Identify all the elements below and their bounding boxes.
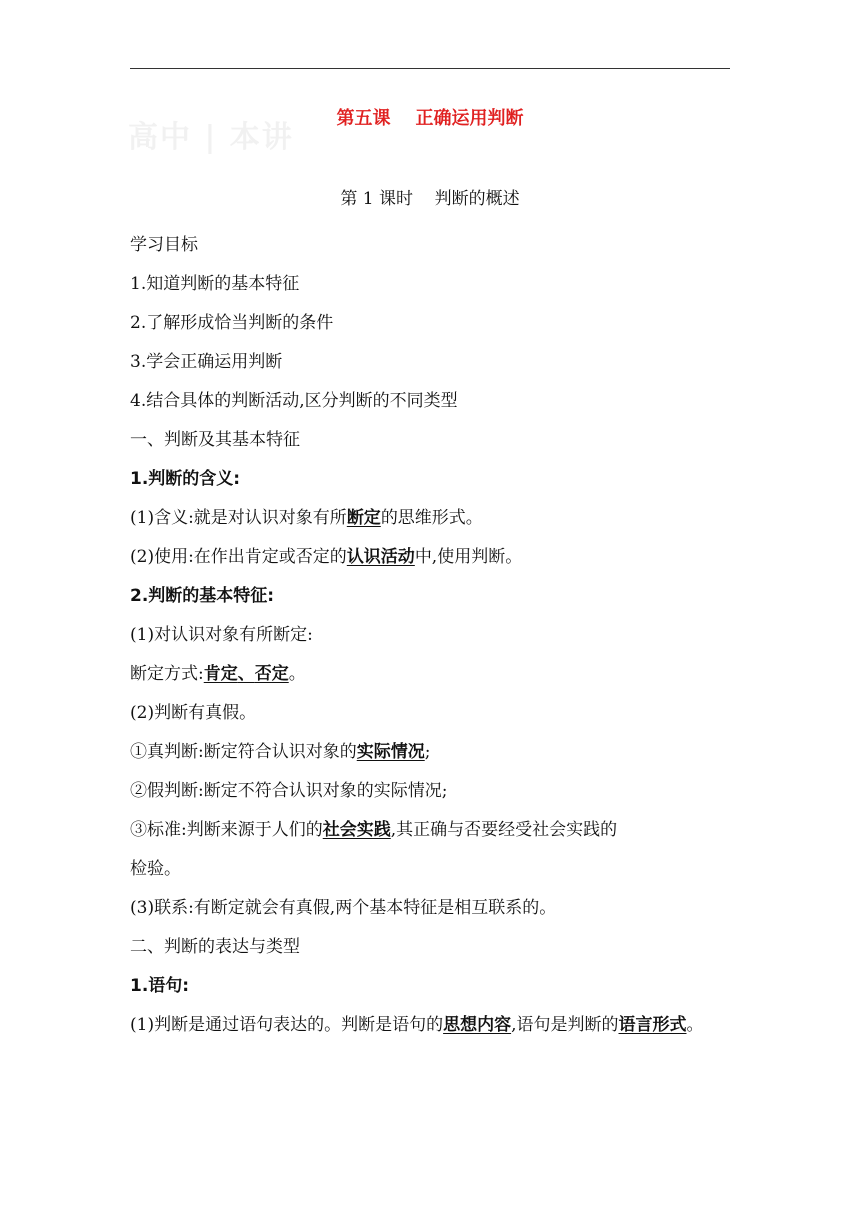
paragraph-standard-continued: 检验。 [130, 859, 181, 879]
goal-item: 1.知道判断的基本特征 [130, 274, 300, 294]
key-term: 否定 [254, 664, 289, 684]
section-heading-1: 一、判断及其基本特征 [130, 430, 300, 450]
key-term: 实际情况 [356, 742, 425, 762]
goal-item: 2.了解形成恰当判断的条件 [130, 313, 334, 333]
section-heading-2: 二、判断的表达与类型 [130, 937, 300, 957]
key-term: 认识活动 [346, 547, 415, 567]
lesson-name: 正确运用判断 [415, 108, 524, 129]
key-term: 思想内容 [443, 1015, 512, 1035]
watermark: 高中 | 本讲 [128, 120, 294, 155]
key-term-separator: 、 [237, 664, 255, 684]
key-term: 肯定 [203, 664, 238, 684]
section-heading-goals: 学习目标 [130, 235, 198, 255]
paragraph-standard: ③标准:判断来源于人们的社会实践,其正确与否要经受社会实践的 [130, 820, 618, 840]
lesson-number: 第五课 [336, 108, 391, 129]
lesson-title [0, 104, 860, 130]
paragraph-line: (1)对认识对象有所断定: [130, 625, 313, 645]
subheading-features: 2.判断的基本特征: [130, 586, 275, 606]
paragraph-relation: (3)联系:有断定就会有真假,两个基本特征是相互联系的。 [130, 898, 557, 918]
key-term: 语言形式 [618, 1015, 687, 1035]
goal-item: 3.学会正确运用判断 [130, 352, 283, 372]
goal-item: 4.结合具体的判断活动,区分判断的不同类型 [130, 391, 458, 411]
paragraph-definition: (1)含义:就是对认识对象有所断定的思维形式。 [130, 508, 483, 528]
period-subtitle [0, 184, 860, 209]
paragraph-true-judgment: ①真判断:断定符合认识对象的实际情况; [130, 742, 431, 762]
paragraph-line: (2)判断有真假。 [130, 703, 257, 723]
key-term: 断定 [346, 508, 381, 528]
key-term: 社会实践 [322, 820, 391, 840]
paragraph-methods: 断定方式:肯定、否定。 [130, 664, 306, 684]
header-rule [130, 68, 730, 69]
period-topic: 判断的概述 [434, 189, 520, 209]
document-body [130, 226, 732, 1045]
subheading-sentence: 1.语句: [130, 976, 190, 996]
period-number: 第 1 课时 [340, 189, 413, 209]
subheading-meaning: 1.判断的含义: [130, 469, 241, 489]
paragraph-usage: (2)使用:在作出肯定或否定的认识活动中,使用判断。 [130, 547, 523, 567]
paragraph-false-judgment: ②假判断:断定不符合认识对象的实际情况; [130, 781, 448, 801]
paragraph-sentence: (1)判断是通过语句表达的。判断是语句的思想内容,语句是判断的语言形式。 [130, 1015, 704, 1035]
